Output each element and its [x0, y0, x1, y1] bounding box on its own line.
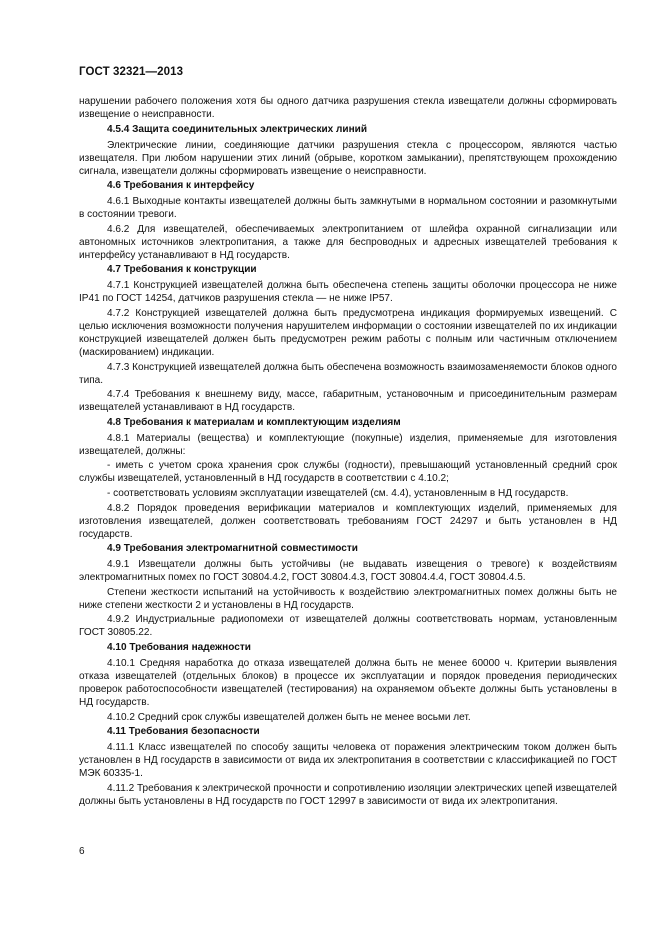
page-number: 6 — [79, 846, 85, 857]
paragraph: 4.11.1 Класс извещателей по способу защиты человека от поражения электрическим током должен быть установлен в НД государств в зависимости от вида их электропитания в соответствии с классификацией по ГОСТ МЭК 60335-1. — [79, 742, 617, 780]
paragraph: 4.7.1 Конструкцией извещателей должна быть обеспечена степень защиты оболочки процессора не ниже IP41 по ГОСТ 14254, датчиков разрушения стекла — не ниже IP57. — [79, 280, 617, 305]
paragraph: 4.9.1 Извещатели должны быть устойчивы (не выдавать извещения о тревоге) к воздействиям электромагнитных помех по ГОСТ 30804.4.2, ГОСТ 30804.4.3, ГОСТ 30804.4.4, ГОСТ 30804.4.5. — [79, 559, 617, 584]
section-heading: 4.9 Требования электромагнитной совместимости — [107, 543, 358, 555]
paragraph: 4.6.2 Для извещателей, обеспечиваемых электропитанием от шлейфа охранной сигнализации или автономных источников электропитания, а также для беспроводных и адресных извещателей требования к интерфейсу устанавливают в НД государств. — [79, 223, 617, 261]
paragraph: 4.8.2 Порядок проведения верификации материалов и комплектующих изделий, применяемых для изготовления извещателей, должен соответствовать требованиям ГОСТ 24297 и быть установлен в НД государств. — [79, 502, 617, 540]
paragraph: 4.7.3 Конструкцией извещателей должна быть обеспечена возможность взаимозаменяемости блоков одного типа. — [79, 361, 617, 386]
section-heading: 4.7 Требования к конструкции — [107, 264, 257, 276]
subsection-heading: 4.5.4 Защита соединительных электрических линий — [107, 123, 368, 135]
paragraph: нарушении рабочего положения хотя бы одного датчика разрушения стекла извещатели должны сформировать извещение о неисправности. — [79, 96, 617, 120]
paragraph: Степени жесткости испытаний на устойчивость к воздействию электромагнитных помех должны быть не ниже степени жесткости 2 и установлены в НД государств. — [79, 586, 617, 611]
paragraph: 4.10.1 Средняя наработка до отказа извещателей должна быть не менее 60000 ч. Критерии выявления отказа извещателей (отдельных блоков) в процессе их эксплуатации и порядок проведения периодических проверок работоспособности извещателей (тестирования) на охраняемом объекте должны быть установлены в НД государств. — [79, 657, 617, 708]
paragraph: 4.7.2 Конструкцией извещателей должна быть предусмотрена индикация формируемых извещений. С целью исключения возможности получения нарушителем информации о состоянии извещателей по их индикации конструкцией извещателей должен быть предусмотрен режим работы с полным или частичным отключением (маскированием) индикации. — [79, 307, 617, 358]
document-body — [79, 95, 617, 809]
paragraph: 4.6.1 Выходные контакты извещателей должны быть замкнутыми в нормальном состоянии и разомкнутыми в состоянии тревоги. — [79, 196, 617, 221]
paragraph: 4.10.2 Средний срок службы извещателей должен быть не менее восьми лет. — [107, 711, 471, 723]
section-heading: 4.11 Требования безопасности — [107, 726, 260, 738]
list-item: - иметь с учетом срока хранения срок службы (годности), превышающий установленный средний срок службы извещателей, установленный в НД государств в соответствии с 4.10.2; — [79, 460, 617, 485]
paragraph: 4.8.1 Материалы (вещества) и комплектующие (покупные) изделия, применяемые для изготовления извещателей, должны: — [79, 432, 617, 457]
section-heading: 4.6 Требования к интерфейсу — [107, 180, 255, 192]
list-item: - соответствовать условиям эксплуатации извещателей (см. 4.4), установленным в НД государств. — [107, 487, 569, 499]
running-header: ГОСТ 32321—2013 — [79, 66, 184, 78]
paragraph: 4.11.2 Требования к электрической прочности и сопротивлению изоляции электрических цепей извещателей должны быть установлены в НД государств по ГОСТ 12997 в зависимости от вида их электропитания. — [79, 782, 617, 807]
paragraph: 4.7.4 Требования к внешнему виду, массе, габаритным, установочным и присоединительным размерам извещателей устанавливают в НД государств. — [79, 389, 617, 414]
paragraph: 4.9.2 Индустриальные радиопомехи от извещателей должны соответствовать нормам, установленным ГОСТ 30805.22. — [79, 614, 617, 639]
section-heading: 4.8 Требования к материалам и комплектующим изделиям — [107, 416, 401, 428]
section-heading: 4.10 Требования надежности — [107, 641, 251, 653]
paragraph: Электрические линии, соединяющие датчики разрушения стекла с процессором, являются частью извещателя. При любом нарушении этих линий (обрыве, коротком замыкании), препятствующем прохождению сигнала, извещатели должны сформировать извещение о неисправности. — [79, 139, 617, 177]
